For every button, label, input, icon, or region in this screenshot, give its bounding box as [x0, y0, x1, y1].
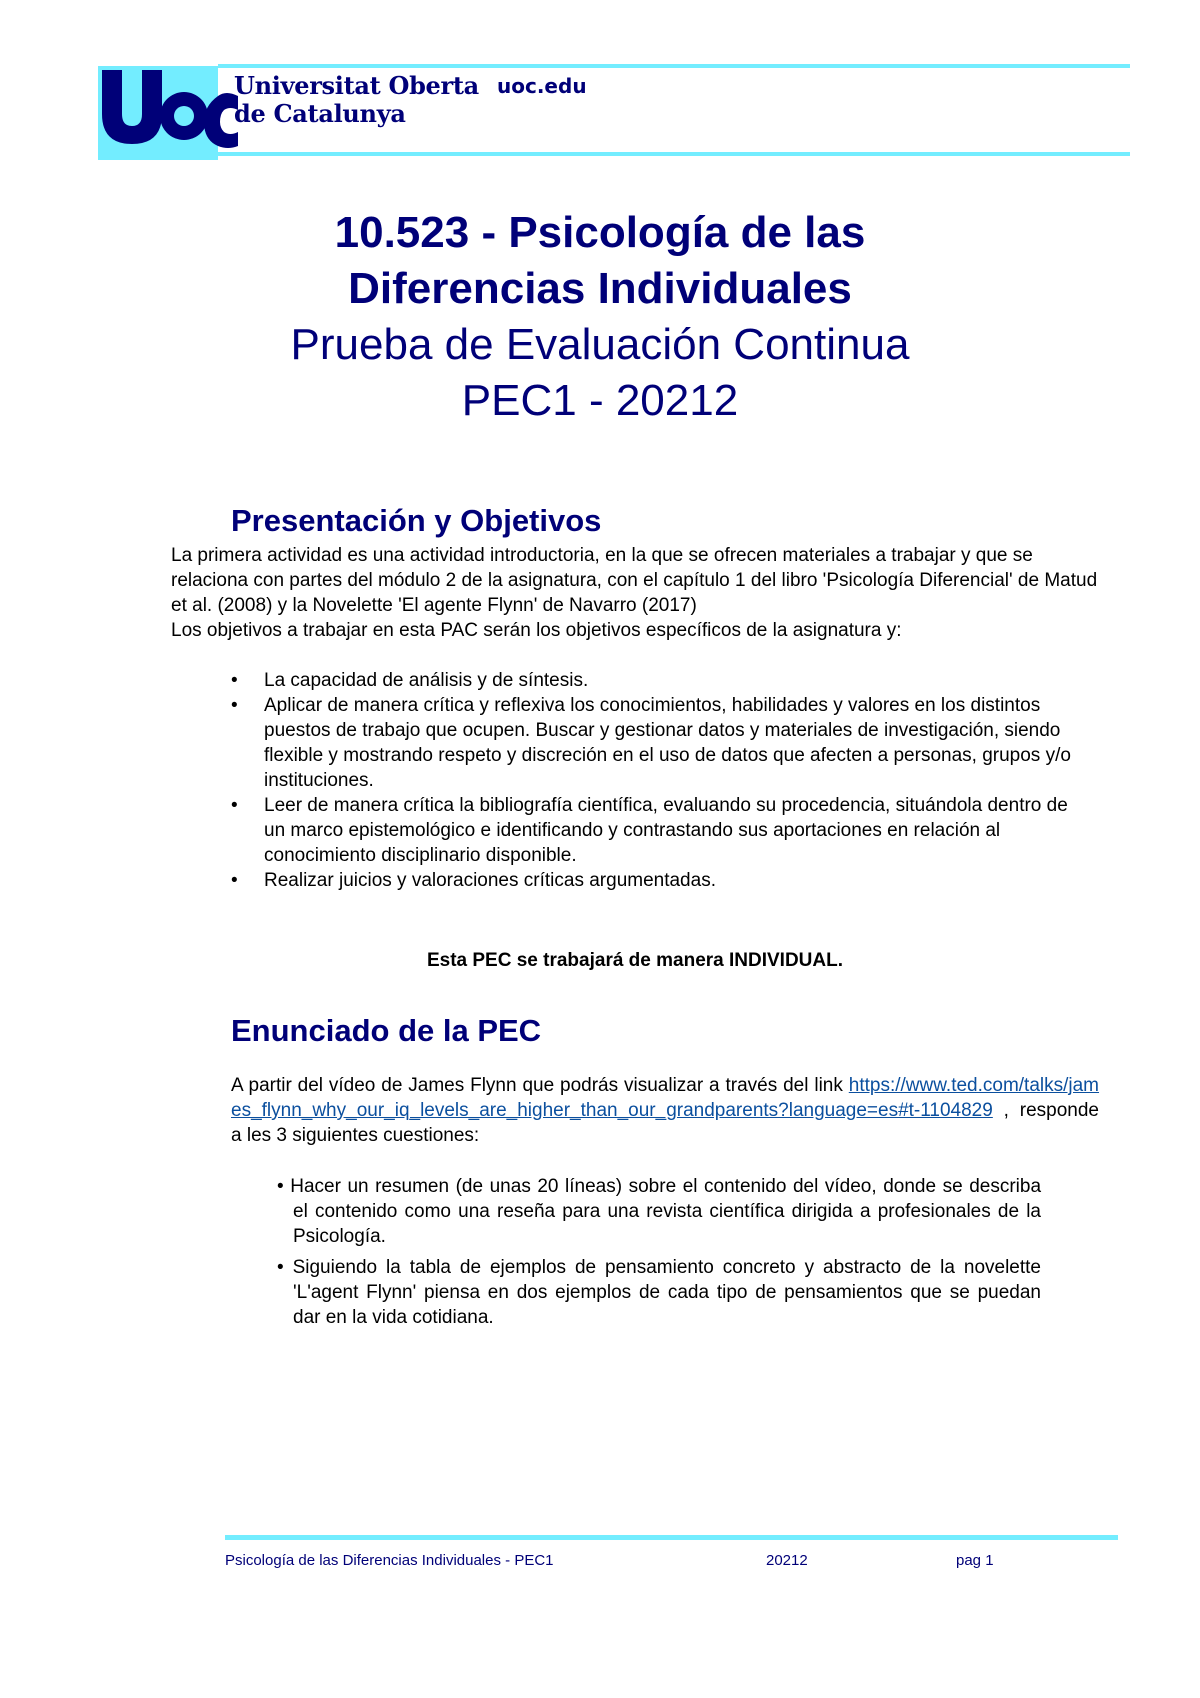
bullet-icon: •: [277, 1257, 284, 1278]
document-title: [150, 205, 1050, 429]
objectives-list: [171, 668, 1099, 893]
statement-intro: [231, 1073, 1099, 1148]
bullet-icon: •: [277, 1176, 284, 1197]
footer-page-number: pag 1: [956, 1552, 994, 1569]
bullet-icon: •: [231, 795, 238, 816]
university-name-line1: Universitat Oberta: [234, 71, 479, 100]
list-item: [171, 868, 1099, 893]
tasks-list: [261, 1174, 1041, 1330]
list-item: [171, 668, 1099, 693]
objective-text: Realizar juicios y valoraciones críticas argumentadas.: [264, 870, 716, 891]
presentation-paragraph-1: La primera actividad es una actividad introductoria, en la que se ofrecen materiales a trabajar y que se relaciona con partes del módulo 2 de la asignatura, con el capítulo 1 del libro 'Psicología Diferencial' de Matud et al. (2008) y la Novelette 'El agente Flynn' de Navarro (2017): [171, 545, 1098, 616]
university-name: [234, 72, 479, 128]
header-rule-bottom: [218, 152, 1130, 156]
task-text: Hacer un resumen (de unas 20 líneas) sobre el contenido del vídeo, donde se describa el contenido como una reseña para una revista científica dirigida a profesionales de la Psicología.: [290, 1176, 1042, 1247]
list-item: [171, 693, 1099, 793]
section-heading-statement: Enunciado de la PEC: [231, 1013, 542, 1048]
title-line-1: 10.523 - Psicología de las: [334, 208, 866, 257]
objective-text: La capacidad de análisis y de síntesis.: [264, 670, 589, 691]
title-line-2: Diferencias Individuales: [348, 264, 852, 313]
bullet-icon: •: [231, 670, 238, 691]
statement-intro-text: A partir del vídeo de James Flynn que podrás visualizar a través del link: [231, 1075, 843, 1096]
statement-intro-suffix: , responde a les 3 siguientes cuestiones:: [231, 1100, 1099, 1146]
bullet-icon: •: [231, 870, 238, 891]
title-line-3: Prueba de Evaluación Continua: [290, 320, 910, 369]
header-rule-top: [218, 64, 1130, 68]
document-body: [171, 503, 1099, 1336]
list-item: [171, 793, 1099, 868]
footer-course: Psicología de las Diferencias Individuales - PEC1: [225, 1552, 554, 1569]
title-line-4: PEC1 - 20212: [461, 376, 739, 425]
individual-note: Esta PEC se trabajará de manera INDIVIDUAL.: [426, 950, 844, 971]
footer-rule: [225, 1535, 1118, 1540]
section-heading-presentation: Presentación y Objetivos: [231, 503, 602, 538]
university-name-line2: de Catalunya: [234, 99, 406, 128]
list-item: [261, 1255, 1041, 1330]
ted-video-link[interactable]: https://www.ted.com/talks/james_flynn_why_our_iq_levels_are_higher_than_our_grandparents?language=es#t-1104829: [231, 1075, 1100, 1121]
footer-semester: 20212: [766, 1552, 808, 1569]
presentation-paragraph-2: Los objetivos a trabajar en esta PAC serán los objetivos específicos de la asignatura y:: [171, 620, 902, 641]
uoc-logo-icon: [98, 66, 238, 160]
objective-text: Leer de manera crítica la bibliografía científica, evaluando su procedencia, situándola dentro de un marco epistemológico e identificando y contrastando sus aportaciones en relación al conocimiento disciplinario disponible.: [264, 795, 1068, 866]
domain-link[interactable]: uoc.edu: [497, 74, 587, 98]
page-header: [0, 0, 1200, 170]
bullet-icon: •: [231, 695, 238, 716]
task-text: Siguiendo la tabla de ejemplos de pensamiento concreto y abstracto de la novelette 'L'agent Flynn' piensa en dos ejemplos de cada tipo de pensamientos que se puedan dar en la vida cotidiana.: [292, 1257, 1041, 1328]
list-item: [261, 1174, 1041, 1249]
objective-text: Aplicar de manera crítica y reflexiva los conocimientos, habilidades y valores en los distintos puestos de trabajo que ocupen. Buscar y gestionar datos y materiales de investigación, siendo flexible y mostrando respeto y discreción en el uso de datos que afecten a personas, grupos y/o instituciones.: [264, 695, 1071, 791]
